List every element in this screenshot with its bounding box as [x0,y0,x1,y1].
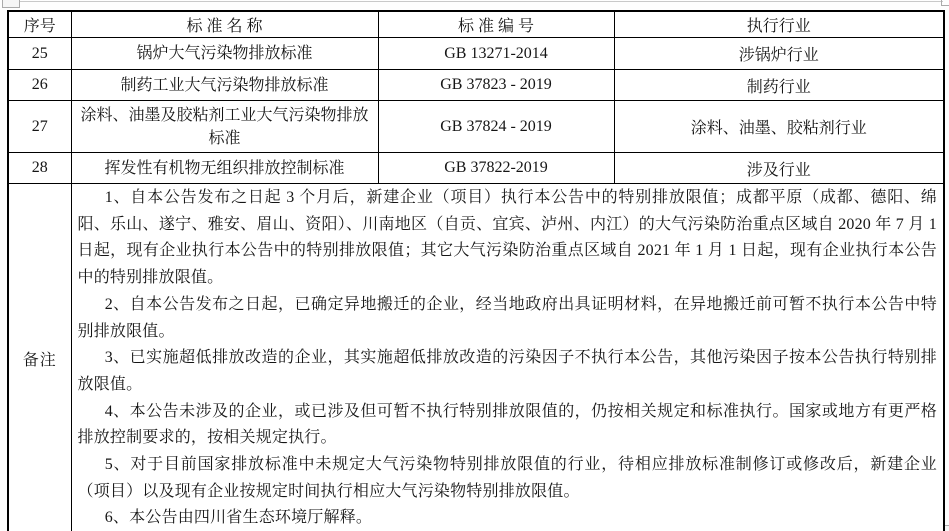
cell-serial-no: 25 [8,38,71,70]
cell-standard-name: 锅炉大气污染物排放标准 [71,38,378,70]
remark-paragraph-3: 3、已实施超低排放改造的企业，其实施超低排放改造的污染因子不执行本公告，其他污染因子按本公告执行特别排放限值。 [77,349,937,393]
column-header-industry: 执行行业 [614,11,944,38]
column-header-serial-no: 序号 [8,11,71,38]
table-header-row [8,11,944,38]
table-move-handle-fragment [2,0,20,8]
previous-element-edge [2,1,943,2]
cell-industry: 涂料、油墨、胶粘剂行业 [614,101,944,153]
cell-industry: 涉及行业 [614,153,944,184]
cell-serial-no: 27 [8,101,71,153]
cell-industry: 制药行业 [614,70,944,101]
cell-serial-no: 28 [8,153,71,184]
table-row [8,101,944,153]
remarks-row [8,184,944,531]
corner-mark-fragment [941,0,949,6]
cell-industry: 涉锅炉行业 [614,38,944,70]
remark-paragraph-1: 1、自本公告发布之日起 3 个月后，新建企业（项目）执行本公告中的特别排放限值；成都平原（成都、德阳、绵阳、乐山、遂宁、雅安、眉山、资阳）、川南地区（自贡、宜宾、泸州、内江）的大气污染防治重点区域自 2020 年 7 月 1 日起，现有企业执行本公告中的特别排放限值；其它大气污染防治重点区域自 2021 年 1 月 1 日起，现有企业执行本公告中的特别排放限值。 [77,189,937,287]
table-row [8,70,944,101]
cell-standard-name: 挥发性有机物无组织排放控制标准 [71,153,378,184]
remarks-content [71,184,944,531]
cell-standard-name: 涂料、油墨及胶粘剂工业大气污染物排放标准 [71,101,378,153]
cell-standard-code: GB 37824 - 2019 [378,101,614,153]
column-header-standard-name: 标 准 名 称 [71,11,378,38]
cell-standard-name: 制药工业大气污染物排放标准 [71,70,378,101]
remark-paragraph-4: 4、本公告未涉及的企业，或已涉及但可暂不执行特别排放限值的，仍按相关规定和标准执行。国家或地方有更严格排放控制要求的，按相关规定执行。 [77,402,937,447]
cell-standard-code: GB 37822-2019 [378,153,614,184]
table-row [8,153,944,184]
cell-standard-code: GB 13271-2014 [378,38,614,70]
column-header-standard-code: 标 准 编 号 [378,11,614,38]
remark-paragraph-2: 2、自本公告发布之日起，已确定异地搬迁的企业，经当地政府出具证明材料，在异地搬迁前可暂不执行本公告中特别排放限值。 [77,295,937,340]
table-row [8,38,944,70]
emission-standards-table [7,10,945,531]
remarks-label: 备注 [8,184,71,531]
cell-serial-no: 26 [8,70,71,101]
remark-paragraph-6: 6、本公告由四川省生态环境厅解释。 [104,509,373,527]
remark-paragraph-5: 5、对于目前国家排放标准中未规定大气污染物特别排放限值的行业，待相应排放标准制修订或修改后，新建企业（项目）以及现有企业按规定时间执行相应大气污染物特别排放限值。 [77,456,937,500]
cell-standard-code: GB 37823 - 2019 [378,70,614,101]
